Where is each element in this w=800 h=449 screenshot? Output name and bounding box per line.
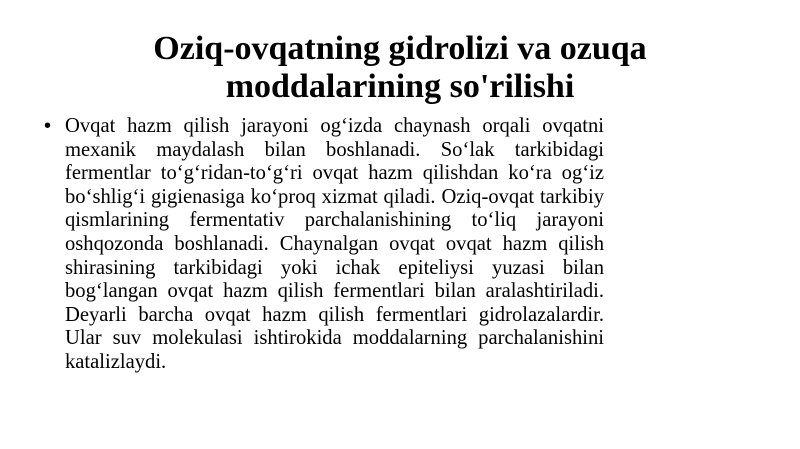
list-item bbox=[44, 115, 604, 375]
paragraph-text: Ovqat hazm qilish jarayoni og‘izda chaynash orqali ovqatni mexanik maydalash bilan boshlanadi. So‘lak tarkibidagi fermentlar to‘g‘ridan-to‘g‘ri ovqat hazm qilishdan ko‘ra og‘iz bo‘shlig‘i gigienasiga ko‘proq xizmat qiladi. Oziq-ovqat tarkibiy qismlarining fermentativ parchalanishining to‘liq jarayoni oshqozonda boshlanadi. Chaynalgan ovqat ovqat hazm qilish shirasining tarkibidagi yoki ichak epiteliysi yuzasi bilan bog‘langan ovqat hazm qilish fermentlari bilan aralashtiriladi. Deyarli barcha ovqat hazm qilish fermentlari gidrolazalardir. Ular suv molekulasi ishtirokida moddalarning parchalanishini katalizlaydi. bbox=[65, 115, 604, 373]
title-line-2: moddalarining so'rilishi bbox=[225, 68, 575, 105]
bullet-dot-icon: • bbox=[44, 115, 52, 137]
slide-title bbox=[60, 30, 740, 106]
title-line-1: Oziq-ovqatning gidrolizi va ozuqa bbox=[153, 30, 647, 67]
content-list bbox=[44, 115, 604, 375]
